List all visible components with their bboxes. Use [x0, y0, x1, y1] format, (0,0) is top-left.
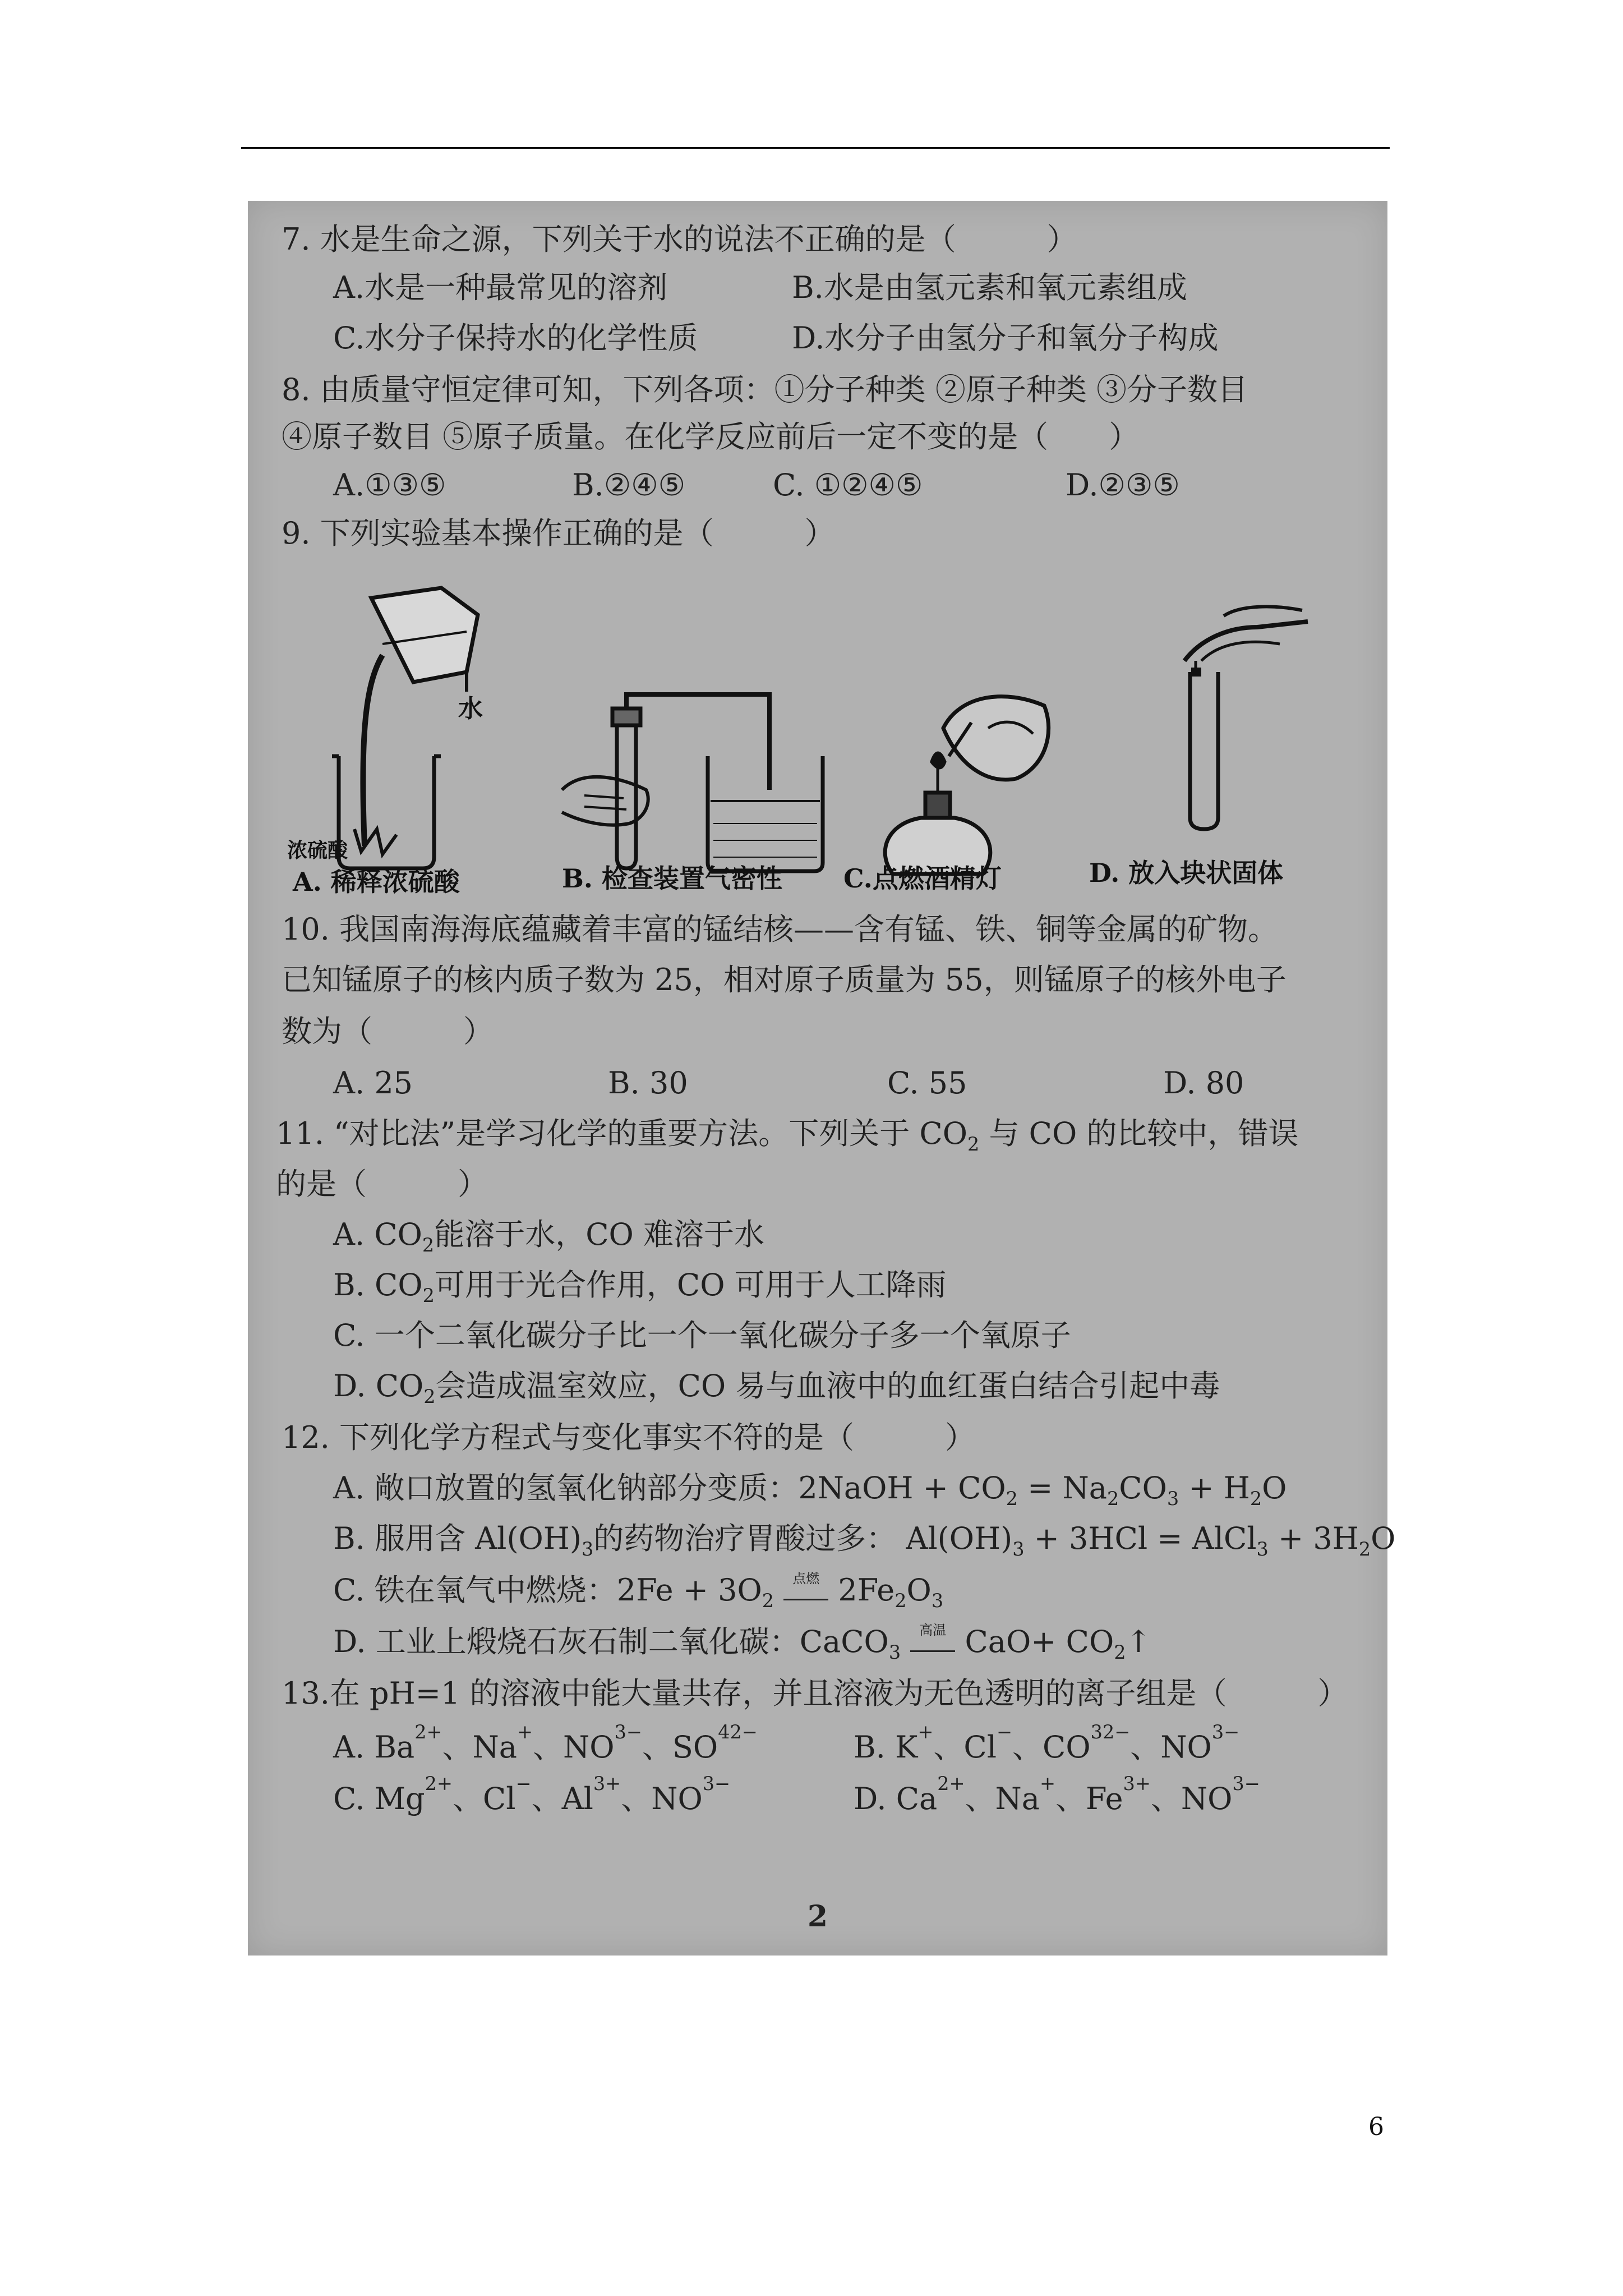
- q7-option-b: B.水是由氢元素和氧元素组成: [792, 270, 1187, 305]
- fig-label-acid: 浓硫酸: [287, 839, 348, 862]
- q13-option-d: D. Ca 2+ 、Na + 、Fe 3+ 、NO 3 −: [854, 1773, 1260, 1816]
- q9-stem: 9. 下列实验基本操作正确的是（ ）: [282, 516, 835, 551]
- q11-option-c: C. 一个二氧化碳分子比一个一氧化碳分子多一个氧原子: [333, 1318, 1071, 1353]
- figure-c-caption: C.点燃酒精灯: [843, 863, 1002, 894]
- q10-option-d: D. 80: [1163, 1065, 1244, 1101]
- q10-line3: 数为（ ）: [282, 1014, 494, 1049]
- q10-line1: 10. 我国南海海底蕴藏着丰富的锰结核——含有锰、铁、铜等金属的矿物。: [282, 912, 1279, 947]
- q8-option-c: C. ①②④⑤: [773, 467, 923, 503]
- scanned-exam-page: [248, 201, 1396, 1955]
- q8-option-a: A.①③⑤: [333, 467, 446, 503]
- q12-option-b: B. 服用含 $Al(OH)_3$的药物治疗胃酸过多： $Al(OH)_3 + 3HCl$ = AlCl$_3$ + $3H_2O$: [333, 1521, 1396, 1560]
- q13-stem: 13.在 pH=1 的溶液中能大量共存，并且溶液为无色透明的离子组是（ ）: [282, 1676, 1348, 1711]
- q12-option-c: C. 铁在氧气中燃烧：$2Fe + 3O_2$ 点燃 $2Fe_2O_3$: [333, 1571, 944, 1612]
- figure-a-caption: A. 稀释浓硫酸: [293, 867, 460, 897]
- q8-line1: 8. 由质量守恒定律可知，下列各项：①分子种类 ②原子种类 ③分子数目: [282, 372, 1248, 407]
- q11-option-d: D. $CO_2$会造成温室效应，CO 易与血液中的血红蛋白结合引起中毒: [333, 1368, 1220, 1407]
- q10-option-c: C. 55: [887, 1065, 967, 1101]
- header-rule: [241, 147, 1390, 149]
- scan-page-number: 2: [807, 1899, 828, 1934]
- figure-a-dilute-acid: [287, 588, 540, 891]
- figure-b-airtightness: [562, 694, 820, 880]
- q12-option-d: D. 工业上煅烧石灰石制二氧化碳：CaCO$_3$ 高温 $CaO+ CO_2↑$: [333, 1622, 1151, 1663]
- q7-option-d: D.水分子由氢分子和氧分子构成: [792, 320, 1219, 356]
- q7-option-c: C.水分子保持水的化学性质: [333, 320, 698, 356]
- q8-line2: ④原子数目 ⑤原子质量。在化学反应前后一定不变的是（ ）: [282, 419, 1140, 454]
- q10-line2: 已知锰原子的核内质子数为 25，相对原子质量为 55，则锰原子的核外电子: [282, 962, 1287, 997]
- page-number: 6: [1368, 2113, 1384, 2141]
- q7-option-a: A.水是一种最常见的溶剂: [333, 270, 668, 305]
- q8-option-d: D.②③⑤: [1066, 467, 1180, 503]
- q8-option-b: B.②④⑤: [572, 467, 686, 503]
- figure-c-alcohol-lamp: [876, 683, 1061, 874]
- q11-line2: 的是（ ）: [276, 1166, 488, 1202]
- q10-option-a: A. 25: [333, 1065, 413, 1101]
- figure-b-caption: B. 检查装置气密性: [562, 863, 782, 894]
- q10-option-b: B. 30: [608, 1065, 688, 1101]
- q11-line1: 11. “对比法”是学习化学的重要方法。下列关于 $CO_2$ 与 CO 的比较中，错误: [276, 1116, 1299, 1155]
- q11-option-a: A. $CO_2$能溶于水，CO 难溶于水: [333, 1217, 764, 1256]
- q13-option-c: C. Mg 2+ 、Cl − 、Al 3+ 、NO 3 −: [333, 1773, 731, 1816]
- figure-d-caption: D. 放入块状固体: [1089, 858, 1284, 888]
- q13-option-b: B. K + 、Cl − 、CO 3 2− 、NO 3 −: [854, 1721, 1240, 1765]
- q11-option-b: B. $CO_2$可用于光合作用，CO 可用于人工降雨: [333, 1267, 947, 1306]
- q7-stem: 7. 水是生命之源，下列关于水的说法不正确的是（ ）: [282, 222, 1077, 257]
- q13-option-a: A. Ba 2+ 、Na + 、NO 3 − 、SO 4 2−: [333, 1721, 758, 1765]
- figure-d-solid-block: [1168, 605, 1313, 829]
- q12-stem: 12. 下列化学方程式与变化事实不符的是（ ）: [282, 1420, 976, 1455]
- fig-label-water: 水: [458, 694, 483, 723]
- q12-option-a: A. 敞口放置的氢氧化钠部分变质：2NaOH + $CO_2 = Na_2CO_3 + H_2O$: [333, 1470, 1287, 1510]
